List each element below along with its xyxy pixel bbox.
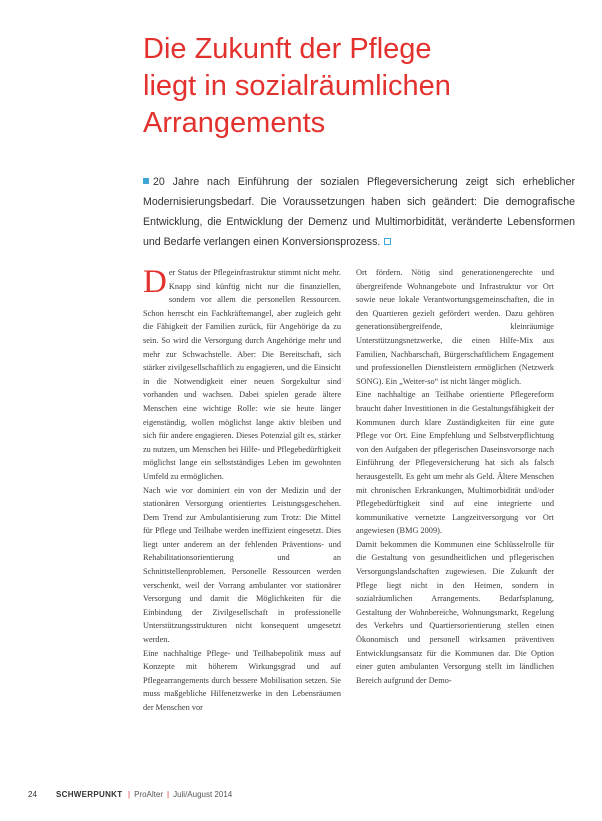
publication-info (124, 790, 232, 799)
article-lead (143, 172, 575, 252)
headline-line-3: Arrangements (143, 107, 326, 139)
page-footer (28, 790, 588, 804)
paragraph-text: er Status der Pflegeinfrastruktur stimmt nicht mehr. Knapp sind künftig nicht nur die finanziellen, sondern vor allem die personellen Ressourcen. Schon herrscht ein Fachkräftemangel, aber zugleich geht die Fähigkeit der Familien zurück, für Angehörige da zu sein. So wird die Versorgung durch Angehörige mehr und mehr zur Schwachstelle. Aber: Die Bereitschaft, sich stärker zivilgesellschaftlich zu engagieren, und die Einsicht in die Notwendigkeit einer neuen Sorgekultur sind vorhanden und wachsen. Dabei spielen gerade ältere Menschen eine wichtige Rolle: wie sie heute länger eigenständig, wollen möglichst lange aktiv bleiben und sich für andere engagieren. Dieses Potenzial gilt es, stärker zu nutzen, um Menschen bei Hilfe- und Pflegebedürftigkeit möglichst lange ein selbstständiges Leben im gewohnten Umfeld zu ermöglichen. (143, 268, 341, 481)
text-column-right (356, 266, 554, 786)
separator: | (128, 790, 131, 799)
issue-date: Juli/August 2014 (173, 790, 233, 799)
outline-square-icon (384, 238, 391, 245)
headline-line-2: liegt in sozialräumlichen (143, 70, 451, 102)
body-paragraph: Eine nachhaltige an Teilhabe orientierte Pflegereform braucht daher Investitionen in die Gestaltungsfähigkeit der Kommunen durch klare Zuständigkeiten für eine gute Pflege vor Ort. Eine Empfehlung und Selbstverpflichtung von den Aufgaben der pflegerischen Daseinsvorsorge nach Einführung der Pflegeversicherung hat sich als falsch herausgestellt. Es geht um mehr als Geld. Ältere Menschen mit chronischen Erkrankungen, Multimorbidität und/oder Pflegebedürftigkeit sind auf eine integrierte und kommunikative vernetzte Langzeitversorgung vor Ort angewiesen (BMG 2009). (356, 390, 554, 536)
body-paragraph: Ort fördern. Nötig sind generationengerechte und übergreifende Wohnangebote und Infrastruktur vor Ort sowie neue lokale Verantwortungsgemeinschaften, die in den Quartieren gezielt gefördert werden. Dazu gehören generationsübergreifende, kleinräumige Unterstützungsnetzwerke, die einen Hilfe-Mix aus Familien, Nachbarschaft, Bürgerschaftlichem Engagement und professionellen Dienstleistern ermöglichen (Netzwerk SONG). Ein „Weiter-so“ ist nicht länger möglich. (356, 268, 554, 386)
body-paragraph: Nach wie vor dominiert ein von der Medizin und der stationären Versorgung orientiertes Leistungsgeschehen. Dem Trend zur Ambulantisierung zum Trotz: Die Mittel für Pflege und Teilhabe werden ineffizient eingesetzt. Dies liegt unter anderem an der fehlenden Präventions- und Rehabilitationsorientierung und an Schnittstellenproblemen. Personelle Ressourcen werden verschenkt, weil der Vorrang ambulanter vor stationärer Versorgung und damit die Möglichkeiten für die Einbindung der Zivilgesellschaft in professionelle Unterstützungsstrukturen nicht konsequent umgesetzt werden. (143, 485, 341, 645)
body-paragraph: Eine nachhaltige Pflege- und Teilhabepolitik muss auf Konzepte mit höherem Wirkungsgrad und auf Pflegearrangements durch bessere Mobilisation setzen. Sie muss maßgebliche Hilfenetzwerke in den Lebensräumen der Menschen vor (143, 648, 341, 712)
article-headline (143, 31, 583, 142)
lead-text: 20 Jahre nach Einführung der sozialen Pflegeversicherung zeigt sich erheblicher Modernisierungsbedarf. Die Voraussetzungen haben sich geändert: Die demografische Entwicklung, die Entwicklung der Demenz und Multimorbidität, veränderte Lebensformen und Bedarfe verlangen einen Konversionsprozess. (143, 176, 575, 248)
publication-name: ProAlter (134, 790, 163, 799)
body-paragraph: Damit bekommen die Kommunen eine Schlüsselrolle für die Gestaltung von gesundheitlichen und pflegerischen Versorgungslandschaften zugewiesen. Die Zukunft der Pflege liegt nicht in den Heimen, sondern in sozialräumlichen Arrangements. Bedarfsplanung, Gestaltung der Wohnbereiche, Wohnungsmarkt, Regelung des Verkehrs und Quartiersorientierung stellen einen Ökonomisch und personell wirksamen präventiven Entwicklungsansatz für die Kommunen dar. Die Option einer guten ambulanten Versorgung stellt im ländlichen Bereich aufgrund der Demo- (356, 539, 554, 685)
headline-line-1: Die Zukunft der Pflege (143, 33, 432, 65)
text-column-left (143, 266, 341, 786)
page-number: 24 (28, 790, 37, 799)
section-label: SCHWERPUNKT (56, 790, 123, 799)
body-paragraph (143, 266, 341, 484)
drop-cap: D (143, 266, 167, 300)
filled-square-icon (143, 178, 149, 184)
separator: | (166, 790, 170, 799)
